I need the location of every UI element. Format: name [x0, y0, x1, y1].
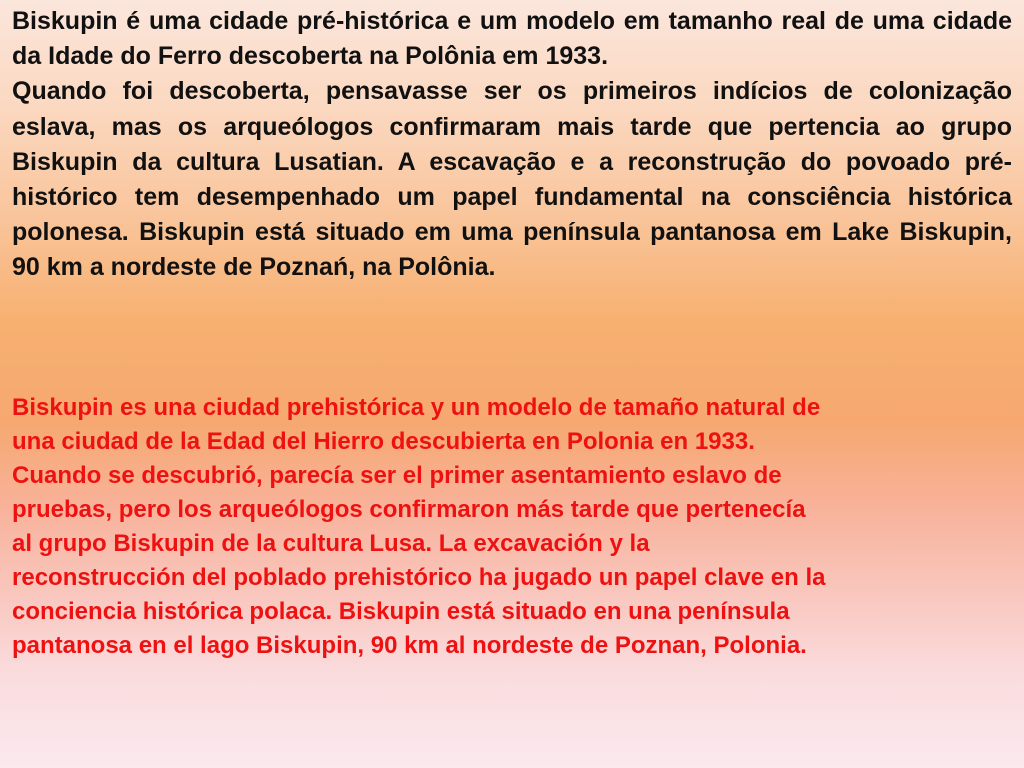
spanish-line: Cuando se descubrió, parecía ser el primer asentamiento eslavo de [12, 462, 782, 489]
spanish-line: al grupo Biskupin de la cultura Lusa. La excavación y la [12, 530, 650, 557]
spanish-line: conciencia histórica polaca. Biskupin está situado en una península [12, 598, 790, 625]
spanish-paragraph [12, 391, 997, 663]
portuguese-paragraph [12, 4, 1012, 286]
spanish-line: una ciudad de la Edad del Hierro descubierta en Polonia en 1933. [12, 428, 755, 455]
portuguese-body: Quando foi descoberta, pensavasse ser os primeiros indícios de colonização eslava, mas os arqueólogos confirmaram mais tarde que pertencia ao grupo Biskupin da cultura Lusatian. A escavação e a reconstrução do povoado pré-histórico tem desempenhado um papel fundamental na consciência histórica polonesa. Biskupin está situado em uma península pantanosa em Lake Biskupin, 90 km a nordeste de Poznań, na Polônia. [12, 77, 1012, 282]
spanish-line: pantanosa en el lago Biskupin, 90 km al nordeste de Poznan, Polonia. [12, 632, 807, 659]
portuguese-intro: Biskupin é uma cidade pré-histórica e um modelo em tamanho real de uma cidade da Idade do Ferro descoberta na Polônia em 1933. [12, 7, 1012, 71]
spanish-line: Biskupin es una ciudad prehistórica y un modelo de tamaño natural de [12, 394, 821, 421]
spanish-line: pruebas, pero los arqueólogos confirmaron más tarde que pertenecía [12, 496, 806, 523]
spanish-line: reconstrucción del poblado prehistórico ha jugado un papel clave en la [12, 564, 826, 591]
